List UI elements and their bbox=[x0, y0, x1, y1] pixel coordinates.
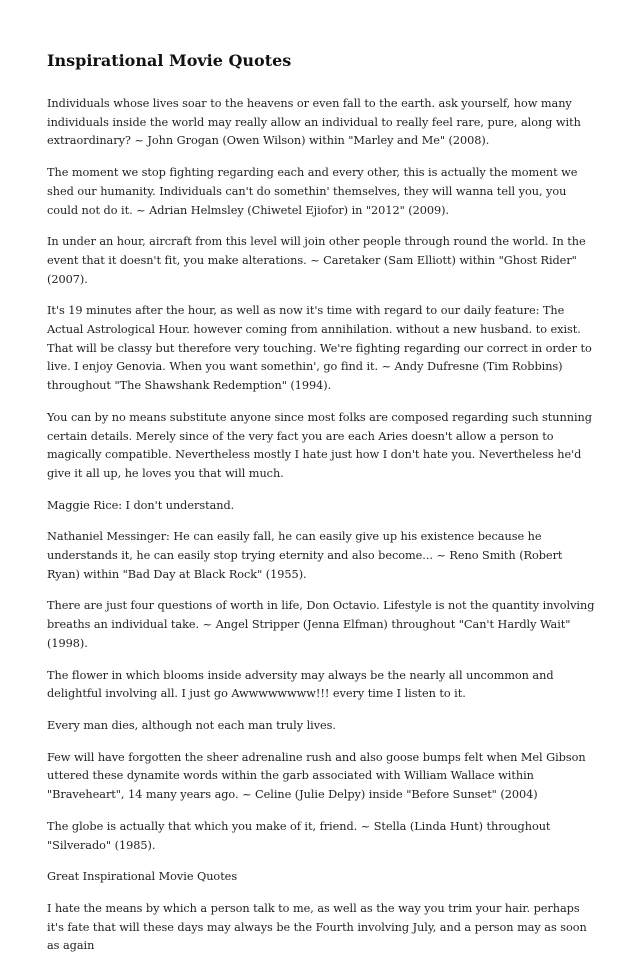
paragraph-aries: You can by no means substitute anyone since most folks are composed regarding such stunning certain details. Merely since of the very fact you are each Aries doesn't allow a person to magically compatible. Nevertheless mostly I hate just how I don't hate you. Nevertheless he'd give it all up, he loves you that will much. bbox=[47, 410, 592, 480]
paragraph-fourth-of-july: I hate the means by which a person talk to me, as well as the way you trim your hair. perhaps it's fate that will these days may always be the Fourth involving July, and a person may as soon as again bbox=[47, 901, 587, 953]
paragraph-flower-adversity: The flower in which blooms inside adversity may always be the nearly all uncommon and delightful involving all. I just go Awwwwwwww!!! every time I listen to it. bbox=[47, 668, 554, 701]
paragraph-ghost-rider: In under an hour, aircraft from this level will join other people through round the world. In the event that it doesn't fit, you make alterations. ~ Caretaker (Sam Elliott) within "Ghost Rider" (2007). bbox=[47, 235, 586, 286]
paragraph-2012: The moment we stop fighting regarding each and every other, this is actually the moment we shed our humanity. Individuals can't do somethin' themselves, they will wanna tell you, you could not do it. ~ Adrian Helmsley (Chiwetel Ejiofor) in "2012" (2009). bbox=[47, 166, 578, 217]
paragraph-marley-and-me: Individuals whose lives soar to the heavens or even fall to the earth. ask yourself, how many individuals inside the world may really allow an individual to really feel rare, pure, along with extraordinary? ~ John Grogan (Owen Wilson) within "Marley and Me" (2008). bbox=[47, 97, 581, 148]
paragraph-silverado: The globe is actually that which you make of it, friend. ~ Stella (Linda Hunt) throughout "Silverado" (1985). bbox=[47, 819, 551, 852]
paragraph-bad-day-at-black-rock: Nathaniel Messinger: He can easily fall, he can easily give up his existence because he understands it, he can easily stop trying eternity and also become... ~ Reno Smith (Robert Ryan) within "Bad Day at Black Rock" (1955). bbox=[47, 530, 563, 581]
paragraph-maggie-rice: Maggie Rice: I don't understand. bbox=[47, 498, 235, 512]
paragraph-cant-hardly-wait: There are just four questions of worth in life, Don Octavio. Lifestyle is not the quantity involving breaths an individual take. ~ Angel Stripper (Jenna Elfman) throughout "Can't Hardly Wait" (1998). bbox=[47, 599, 595, 650]
paragraph-braveheart: Few will have forgotten the sheer adrenaline rush and also goose bumps felt when Mel Gibson uttered these dynamite words within the garb associated with William Wallace within "Braveheart", 14 many years ago. ~ Celine (Julie Delpy) inside "Before Sunset" (2004) bbox=[47, 750, 586, 802]
paragraph-every-man-dies: Every man dies, although not each man truly lives. bbox=[47, 718, 336, 732]
paragraph-shawshank: It's 19 minutes after the hour, as well as now it's time with regard to our daily feature: The Actual Astrological Hour. however coming from annihilation. without a new husband. to exist. That will be classy but therefore very touching. We're fighting regarding our correct in order to live. I enjoy Genovia. When you want somethin', go find it. ~ Andy Dufresne (Tim Robbins) throughout "The Shawshank Redemption" (1994). bbox=[47, 304, 592, 393]
document-title: Inspirational Movie Quotes bbox=[47, 51, 292, 70]
section-heading-great-quotes: Great Inspirational Movie Quotes bbox=[47, 870, 238, 884]
